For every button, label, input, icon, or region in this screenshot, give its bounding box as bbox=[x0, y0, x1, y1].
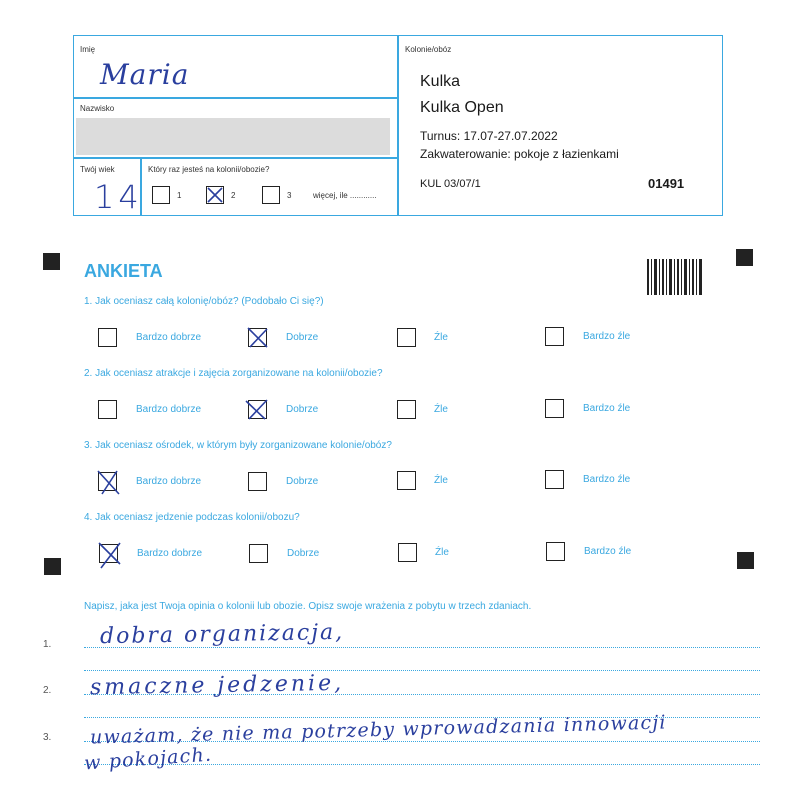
question-3: 3. Jak oceniasz ośrodek, w którym były zorganizowane kolonie/obóz? bbox=[84, 440, 392, 451]
question-2: 2. Jak oceniasz atrakcje i zajęcia zorganizowane na kolonii/obozie? bbox=[84, 368, 383, 379]
check-mark-icon bbox=[206, 186, 224, 204]
times-question: Który raz jesteś na kolonii/obozie? bbox=[148, 165, 270, 174]
q3-option-bardzo-zle: Bardzo źle bbox=[583, 474, 631, 485]
camp-code: KUL 03/07/1 bbox=[420, 178, 481, 190]
q2-checkbox-bardzo-dobrze[interactable] bbox=[98, 400, 117, 419]
times-more: więcej, ile ............ bbox=[313, 191, 377, 200]
q1-option-dobrze: Dobrze bbox=[286, 332, 319, 343]
answer-3-cont: w pokojach. bbox=[83, 743, 213, 775]
q3-checkbox-bardzo-zle[interactable] bbox=[545, 470, 564, 489]
zakwaterowanie: Zakwaterowanie: pokoje z łazienkami bbox=[420, 147, 619, 161]
barcode-icon bbox=[647, 259, 703, 295]
q1-option-zle: Źle bbox=[434, 332, 448, 343]
check-mark-icon bbox=[98, 542, 122, 570]
q3-checkbox-zle[interactable] bbox=[397, 471, 416, 490]
survey-title: ANKIETA bbox=[84, 261, 163, 281]
question-4: 4. Jak oceniasz jedzenie podczas kolonii/obozu? bbox=[84, 512, 300, 523]
q2-option-zle: Źle bbox=[434, 404, 448, 415]
registration-mark-top-right bbox=[736, 249, 753, 266]
q4-option-bardzo-dobrze: Bardzo dobrze bbox=[137, 548, 203, 559]
camp-label: Kolonie/obóz bbox=[405, 45, 452, 54]
q2-checkbox-bardzo-zle[interactable] bbox=[545, 399, 564, 418]
question-1: 1. Jak oceniasz całą kolonię/obóz? (Podobało Ci się?) bbox=[84, 296, 324, 307]
line-number-2: 2. bbox=[43, 685, 52, 696]
q4-checkbox-dobrze[interactable] bbox=[249, 544, 268, 563]
open-question-prompt: Napisz, jaka jest Twoja opinia o kolonii lub obozie. Opisz swoje wrażenia z pobytu w trzech zdaniach. bbox=[84, 601, 532, 612]
camp-subname: Kulka Open bbox=[420, 99, 504, 116]
check-mark-icon bbox=[97, 470, 121, 496]
q4-checkbox-bardzo-dobrze[interactable] bbox=[99, 544, 118, 563]
header-divider-surname bbox=[73, 157, 398, 159]
answer-line-1b bbox=[84, 670, 760, 671]
registration-mark-top-left bbox=[43, 253, 60, 270]
registration-mark-bottom-right bbox=[737, 552, 754, 569]
age-label: Twój wiek bbox=[80, 165, 115, 174]
q1-checkbox-bardzo-zle[interactable] bbox=[545, 327, 564, 346]
surname-redaction bbox=[76, 118, 390, 155]
line-number-3: 3. bbox=[43, 732, 52, 743]
q2-option-bardzo-zle: Bardzo źle bbox=[583, 403, 631, 414]
turnus: Turnus: 17.07-27.07.2022 bbox=[420, 129, 558, 143]
q3-option-bardzo-dobrze: Bardzo dobrze bbox=[136, 476, 202, 487]
q3-option-dobrze: Dobrze bbox=[286, 476, 319, 487]
q4-option-bardzo-zle: Bardzo źle bbox=[584, 546, 632, 557]
q2-checkbox-dobrze[interactable] bbox=[248, 400, 267, 419]
check-mark-icon bbox=[245, 399, 269, 421]
times-checkbox-3[interactable] bbox=[262, 186, 280, 204]
q1-checkbox-bardzo-dobrze[interactable] bbox=[98, 328, 117, 347]
header-divider-vertical bbox=[397, 35, 399, 216]
q3-checkbox-dobrze[interactable] bbox=[248, 472, 267, 491]
q1-checkbox-zle[interactable] bbox=[397, 328, 416, 347]
header-divider-name bbox=[73, 97, 398, 99]
q1-option-bardzo-zle: Bardzo źle bbox=[583, 331, 631, 342]
answer-1: dobra organizacja, bbox=[99, 619, 345, 650]
q4-option-dobrze: Dobrze bbox=[287, 548, 320, 559]
q1-option-bardzo-dobrze: Bardzo dobrze bbox=[136, 332, 202, 343]
surname-label: Nazwisko bbox=[80, 104, 115, 113]
q4-checkbox-zle[interactable] bbox=[398, 543, 417, 562]
q2-option-bardzo-dobrze: Bardzo dobrze bbox=[136, 404, 202, 415]
q3-checkbox-bardzo-dobrze[interactable] bbox=[98, 472, 117, 491]
times-option-3: 3 bbox=[287, 191, 292, 200]
line-number-1: 1. bbox=[43, 639, 52, 650]
form-number: 01491 bbox=[648, 176, 685, 191]
name-label: Imię bbox=[80, 45, 96, 54]
age-value: 14 bbox=[94, 178, 143, 216]
q1-checkbox-dobrze[interactable] bbox=[248, 328, 267, 347]
q2-option-dobrze: Dobrze bbox=[286, 404, 319, 415]
answer-2: smaczne jedzenie, bbox=[89, 670, 345, 701]
q3-option-zle: Źle bbox=[434, 475, 448, 486]
times-checkbox-1[interactable] bbox=[152, 186, 170, 204]
check-mark-icon bbox=[247, 327, 269, 349]
q2-checkbox-zle[interactable] bbox=[397, 400, 416, 419]
camp-name: Kulka bbox=[420, 73, 461, 90]
answer-3: uważam, że nie ma potrzeby wprowadzania innowacji bbox=[89, 711, 667, 749]
times-checkbox-2[interactable] bbox=[206, 186, 224, 204]
times-option-1: 1 bbox=[177, 191, 182, 200]
name-value: Maria bbox=[100, 58, 190, 91]
q4-checkbox-bardzo-zle[interactable] bbox=[546, 542, 565, 561]
registration-mark-bottom-left bbox=[44, 558, 61, 575]
q4-option-zle: Źle bbox=[435, 547, 449, 558]
times-option-2: 2 bbox=[231, 191, 236, 200]
